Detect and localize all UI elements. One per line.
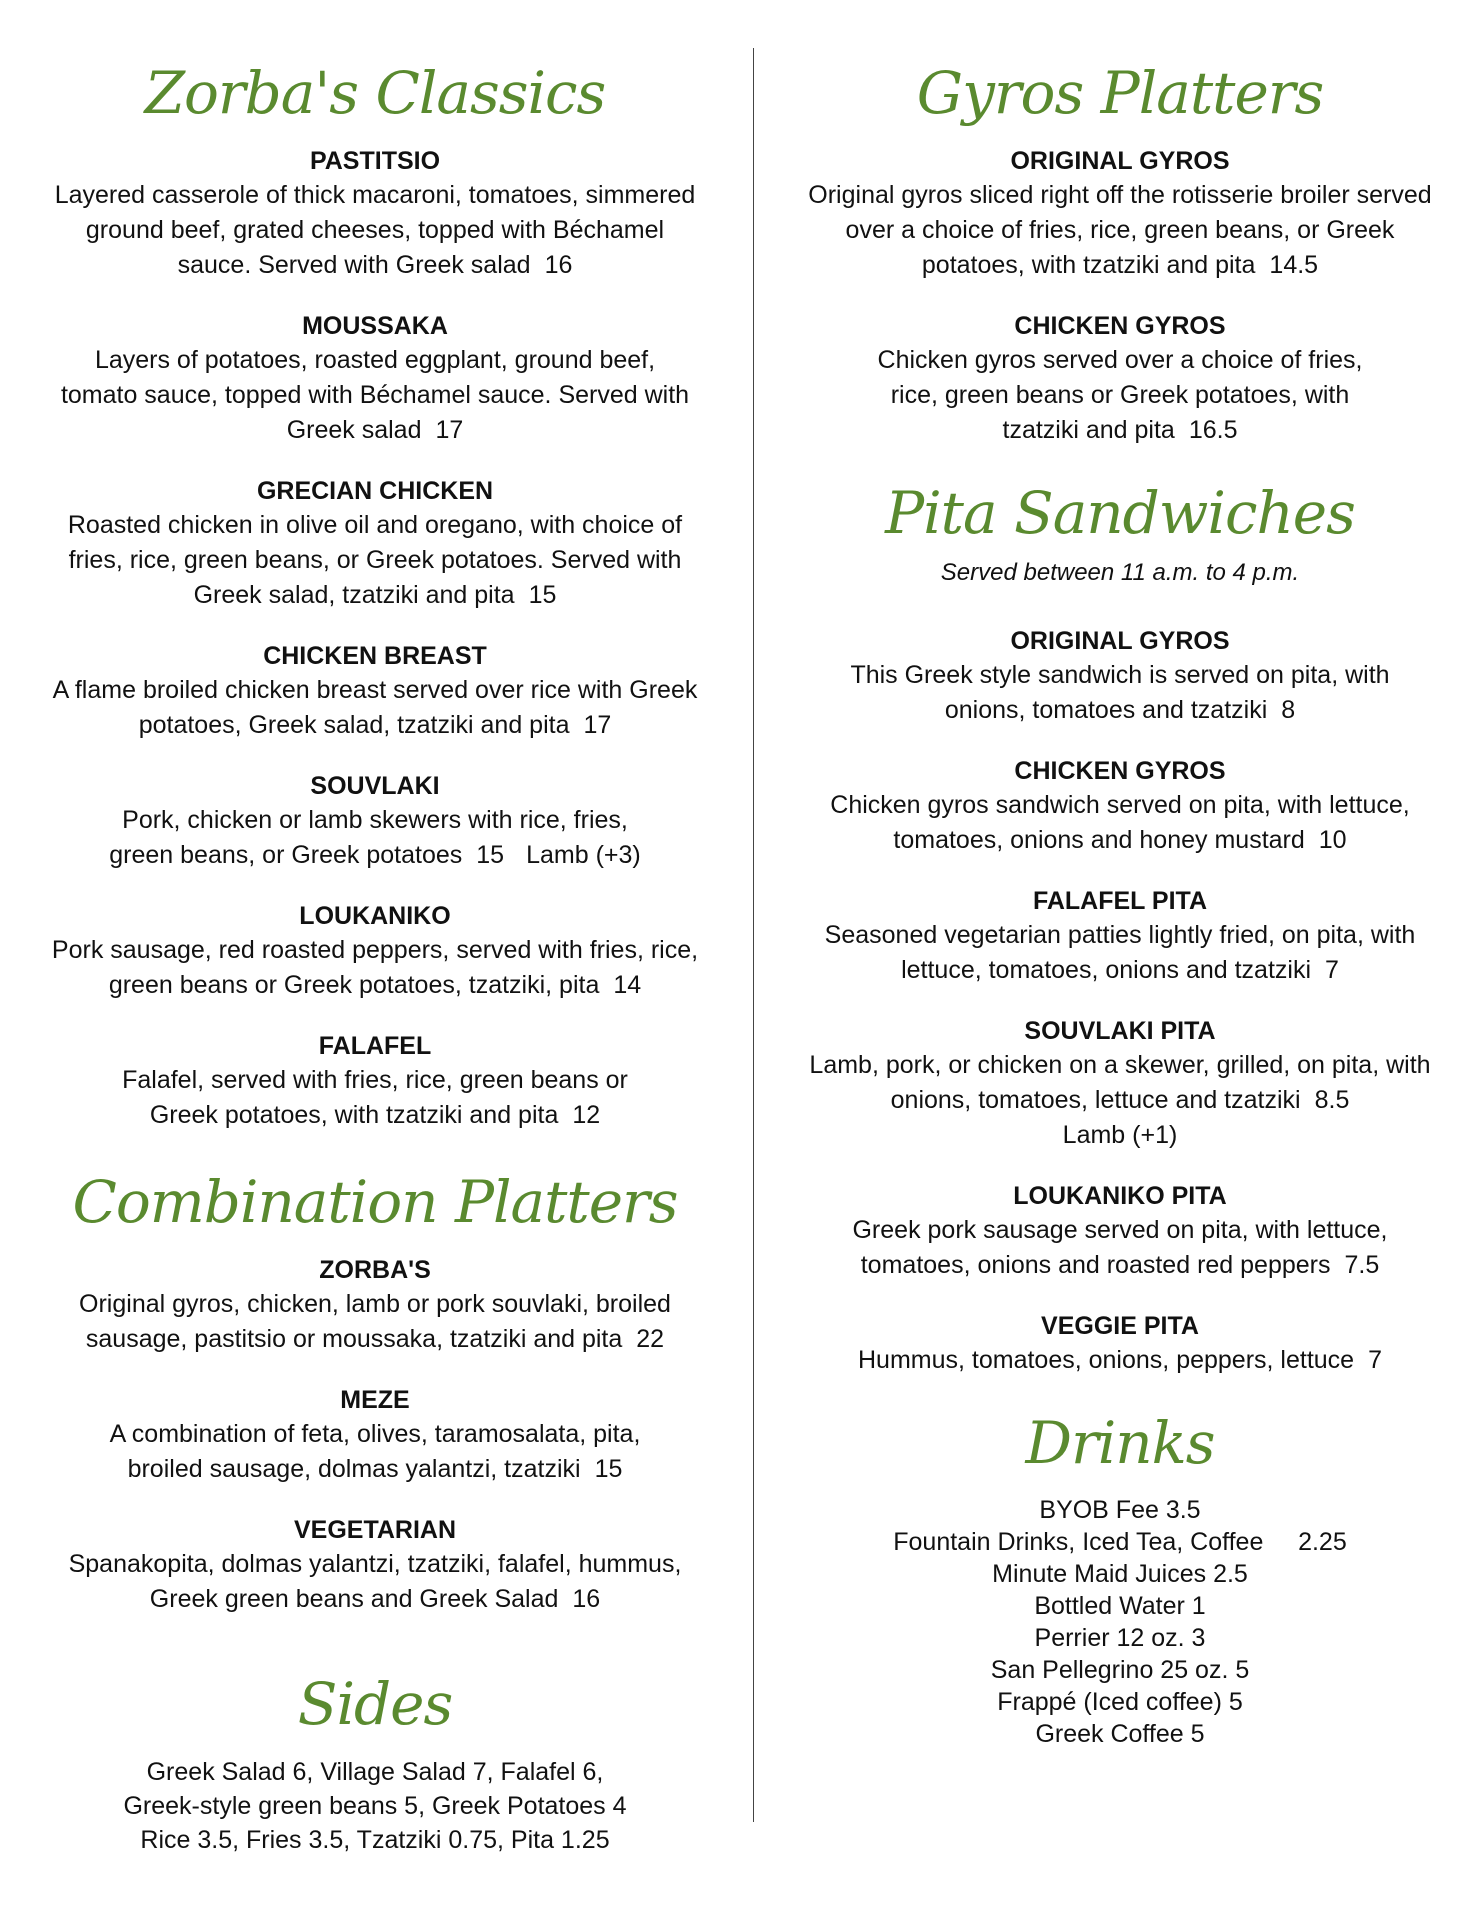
item-name: SOUVLAKI PITA [1024, 1017, 1216, 1045]
menu-item-zorbas [40, 1253, 710, 1357]
item-price: 17 [583, 711, 612, 739]
menu-item-chicken-gyros-platter [790, 309, 1450, 448]
item-price: 14 [613, 971, 642, 999]
item-name: VEGETARIAN [293, 1516, 457, 1544]
menu-item-loukaniko-pita [790, 1179, 1450, 1283]
item-price: 14.5 [1269, 251, 1319, 279]
item-price: 16 [572, 1585, 601, 1613]
drink-line: BYOB Fee 3.5 [1039, 1496, 1201, 1524]
menu-item-moussaka [40, 309, 710, 448]
menu-item-loukaniko [40, 899, 710, 1003]
right-column [790, 40, 1450, 1750]
menu-item-souvlaki-pita [790, 1014, 1450, 1153]
sides-line: Rice 3.5, Fries 3.5, Tzatziki 0.75, Pita 1.25 [140, 1826, 610, 1854]
item-extra: Lamb (+3) [526, 841, 641, 869]
item-description: Spanakopita, dolmas yalantzi, tzatziki, falafel, hummus, Greek green beans and Greek Salad 16 [68, 1550, 682, 1613]
item-price: 8.5 [1314, 1086, 1350, 1114]
item-price: 15 [528, 581, 557, 609]
item-price: 22 [636, 1325, 665, 1353]
drinks-list [790, 1494, 1450, 1750]
sides-line: Greek Salad 6, Village Salad 7, Falafel 6, [146, 1758, 604, 1786]
item-description: This Greek style sandwich is served on pita, with onions, tomatoes and tzatziki 8 [850, 661, 1390, 724]
drink-line: Bottled Water 1 [1034, 1592, 1206, 1620]
item-price: 7 [1368, 1346, 1382, 1374]
pita-serving-note: Served between 11 a.m. to 4 p.m. [940, 559, 1300, 586]
menu-item-falafel [40, 1029, 710, 1133]
item-price: 17 [435, 416, 464, 444]
column-divider [753, 48, 754, 1822]
item-name: MOUSSAKA [302, 312, 448, 340]
sides-line: Greek-style green beans 5, Greek Potatoes 4 [123, 1792, 627, 1820]
section-title-combination: Combination Platters [72, 1168, 678, 1236]
item-extra: Lamb (+1) [1062, 1121, 1178, 1149]
item-description: Lamb, pork, or chicken on a skewer, grilled, on pita, with onions, tomatoes, lettuce and tzatziki 8.5 [809, 1051, 1431, 1114]
item-description: Roasted chicken in olive oil and oregano, with choice of fries, rice, green beans, or Greek potatoes. Served with Greek salad, tzatziki and pita 15 [67, 511, 683, 609]
item-name: PASTITSIO [309, 147, 441, 175]
item-price: 7.5 [1344, 1251, 1380, 1279]
section-title-pita: Pita Sandwiches [885, 479, 1355, 547]
item-price: 12 [572, 1101, 601, 1129]
item-description: Hummus, tomatoes, onions, peppers, lettuce 7 [858, 1346, 1382, 1374]
item-name: GRECIAN CHICKEN [256, 477, 494, 505]
item-name: ORIGINAL GYROS [1010, 147, 1230, 175]
item-name: FALAFEL [318, 1032, 432, 1060]
item-description: A flame broiled chicken breast served over rice with Greek potatoes, Greek salad, tzatziki and pita 17 [52, 676, 698, 739]
item-description: Original gyros sliced right off the rotisserie broiler served over a choice of fries, rice, green beans, or Greek potatoes, with tzatziki and pita 14.5 [808, 181, 1432, 279]
item-description: Pork sausage, red roasted peppers, served with fries, rice, green beans or Greek potatoes, tzatziki, pita 14 [51, 936, 699, 999]
sides-list [40, 1755, 710, 1857]
section-title-gyros: Gyros Platters [916, 59, 1324, 127]
section-title-drinks: Drinks [1025, 1409, 1215, 1477]
item-description: Greek pork sausage served on pita, with lettuce, tomatoes, onions and roasted red peppers 7.5 [852, 1216, 1388, 1279]
drink-line: Frappé (Iced coffee) 5 [997, 1688, 1243, 1716]
item-name: FALAFEL PITA [1032, 887, 1208, 915]
item-price: 8 [1281, 696, 1296, 724]
menu-item-souvlaki [40, 769, 710, 873]
item-name: LOUKANIKO PITA [1013, 1182, 1227, 1210]
item-description: Pork, chicken or lamb skewers with rice, fries, green beans, or Greek potatoes 15 Lamb (+3) [109, 806, 641, 869]
left-column [40, 40, 710, 1857]
drink-line: Fountain Drinks, Iced Tea, Coffee 2.25 [893, 1528, 1347, 1556]
menu-item-veggie-pita [790, 1309, 1450, 1378]
item-description: Falafel, served with fries, rice, green beans or Greek potatoes, with tzatziki and pita 12 [122, 1066, 628, 1129]
item-price: 16.5 [1188, 416, 1238, 444]
menu-item-chicken-breast [40, 639, 710, 743]
item-description: Original gyros, chicken, lamb or pork souvlaki, broiled sausage, pastitsio or moussaka, tzatziki and pita 22 [79, 1290, 671, 1353]
item-name: LOUKANIKO [299, 902, 451, 930]
item-name: CHICKEN GYROS [1014, 312, 1226, 340]
item-description: A combination of feta, olives, taramosalata, pita, broiled sausage, dolmas yalantzi, tzatziki 15 [109, 1420, 641, 1483]
item-description: Layered casserole of thick macaroni, tomatoes, simmered ground beef, grated cheeses, topped with Béchamel sauce. Served with Greek salad 16 [54, 181, 696, 279]
drink-line: Perrier 12 oz. 3 [1034, 1624, 1206, 1652]
item-name: VEGGIE PITA [1041, 1312, 1199, 1340]
drink-line: Minute Maid Juices 2.5 [992, 1560, 1248, 1588]
item-name: ZORBA'S [319, 1256, 431, 1284]
item-name: CHICKEN GYROS [1014, 757, 1226, 785]
item-name: ORIGINAL GYROS [1010, 627, 1230, 655]
menu-item-pastitsio [40, 144, 710, 283]
item-description: Seasoned vegetarian patties lightly fried, on pita, with lettuce, tomatoes, onions and tzatziki 7 [824, 921, 1416, 984]
item-price: 10 [1318, 826, 1347, 854]
item-price: 15 [476, 841, 505, 869]
item-price: 7 [1325, 956, 1339, 984]
menu-item-grecian-chicken [40, 474, 710, 613]
menu-item-original-gyros-platter [790, 144, 1450, 283]
menu-item-meze [40, 1383, 710, 1487]
item-name: CHICKEN BREAST [263, 642, 487, 670]
item-description: Layers of potatoes, roasted eggplant, ground beef, tomato sauce, topped with Béchamel sauce. Served with Greek salad 17 [60, 346, 690, 444]
menu-item-vegetarian [40, 1513, 710, 1617]
item-name: SOUVLAKI [310, 772, 440, 800]
section-title-sides: Sides [297, 1670, 453, 1738]
item-name: MEZE [340, 1386, 410, 1414]
item-price: 16 [544, 251, 573, 279]
section-title-classics: Zorba's Classics [144, 59, 606, 127]
menu-item-falafel-pita [790, 884, 1450, 988]
item-price: 15 [594, 1455, 623, 1483]
item-description: Chicken gyros sandwich served on pita, with lettuce, tomatoes, onions and honey mustard 10 [830, 791, 1410, 854]
menu-item-original-gyros-pita [790, 624, 1450, 728]
drink-line: San Pellegrino 25 oz. 5 [990, 1656, 1250, 1684]
drink-line: Greek Coffee 5 [1035, 1720, 1205, 1748]
menu-item-chicken-gyros-pita [790, 754, 1450, 858]
item-description: Chicken gyros served over a choice of fries, rice, green beans or Greek potatoes, with tzatziki and pita 16.5 [877, 346, 1363, 444]
